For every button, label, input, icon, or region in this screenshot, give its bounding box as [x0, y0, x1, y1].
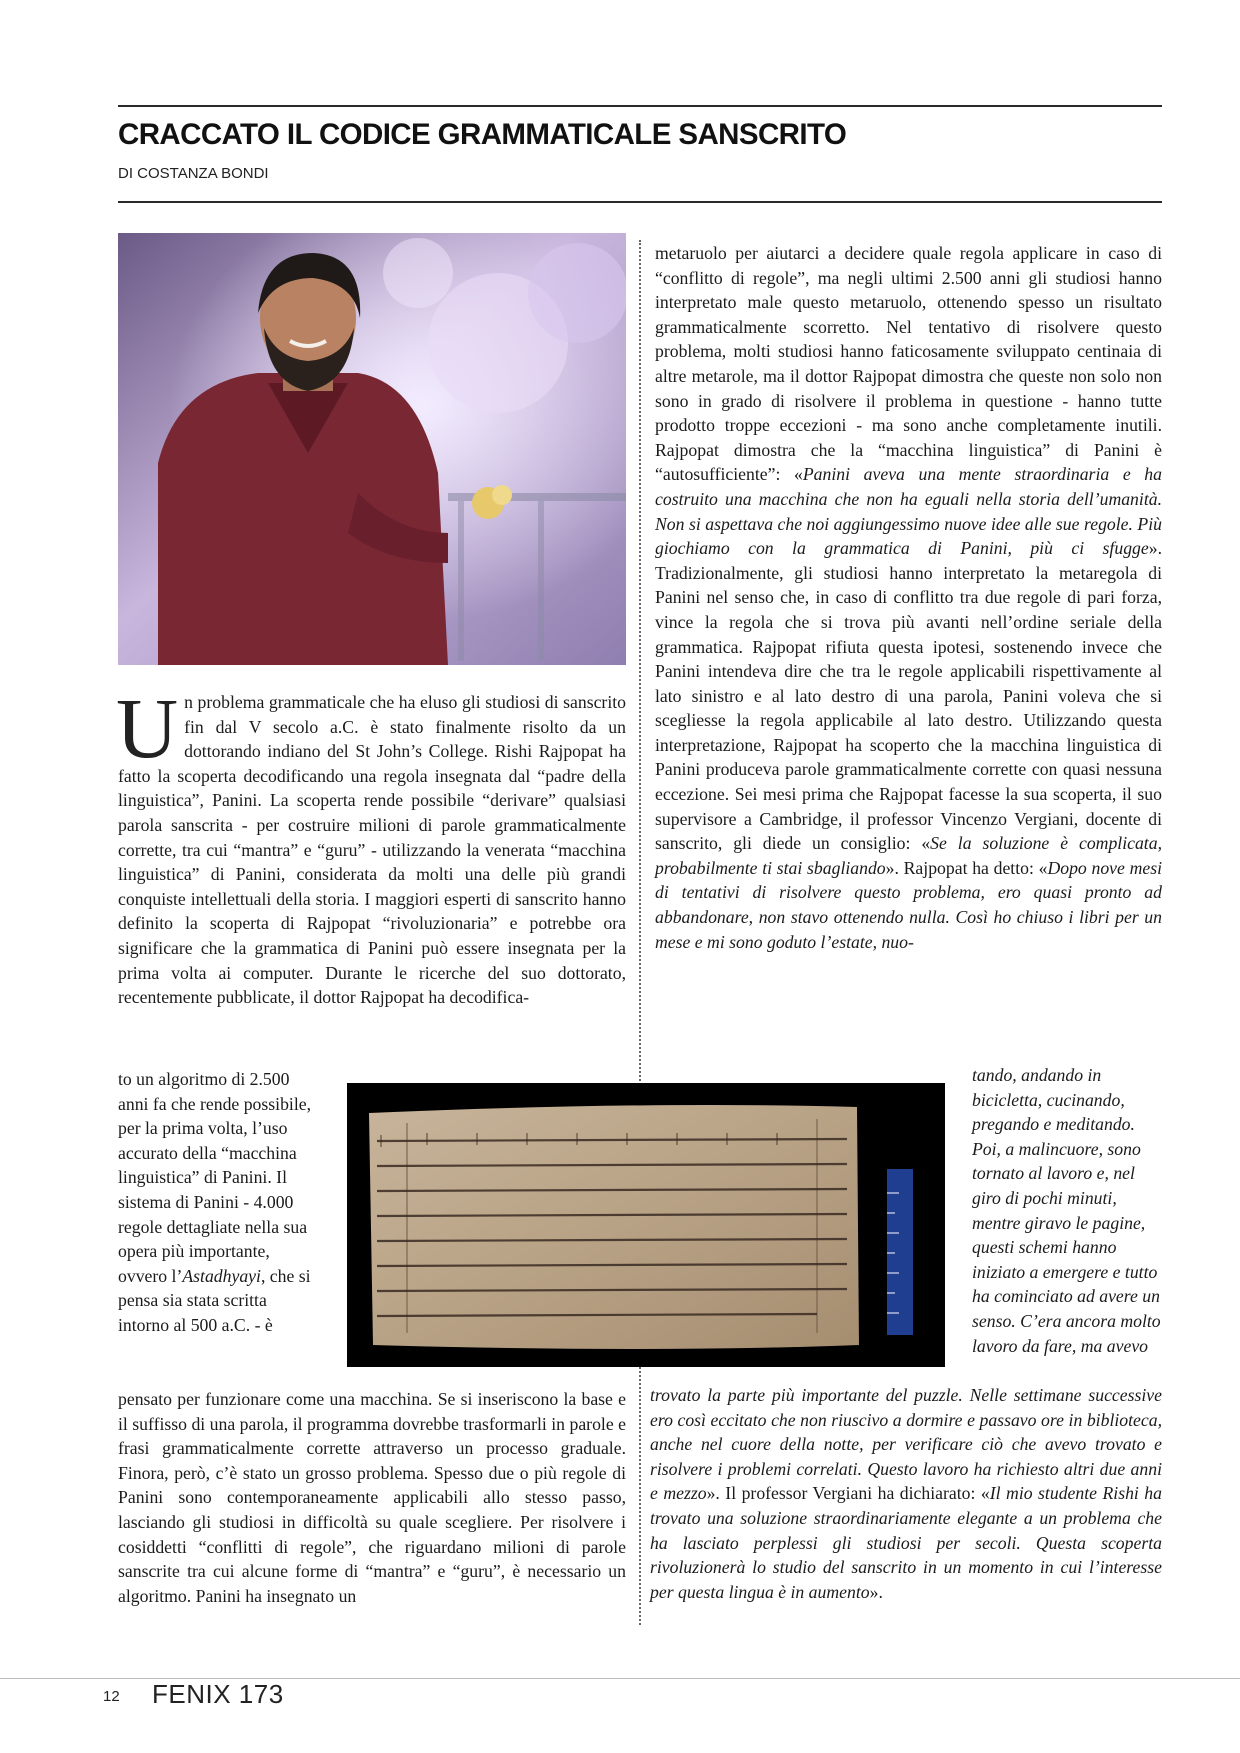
right-quote-2: Se la soluzione è complicata, probabilmente ti stai sbagliando — [655, 833, 1162, 878]
right-text-2: tando, andando in bicicletta, cucinando, pregando e meditando. Poi, a malincuore, sono tornato al lavoro e, nel giro di pochi minuti, mentre giravo le pagine, questi schemi hanno iniziato a emergere e tutto ha cominciato ad avere un senso. C’era ancora molto lavoro da fare, ma avevo — [972, 1065, 1161, 1356]
left-column-text-1: n problema grammaticale che ha eluso gli studiosi di sanscrito fin dal V secolo a.C. è stato finalmente risolto da un dottorando indiano del St John’s College. Rishi Rajpopat ha fatto la scoperta decodificando una regola insegnata dal “padre della linguistica”, Panini. La scoperta rende possibile “derivare” qualsiasi parola sanscrita - per costruire milioni di parole grammaticalmente corrette, tra cui “mantra” e “guru” - utilizzando la venerata “macchina linguistica” di Panini, considerata da molti una delle più grandi conquiste intellettuali della storia. I maggiori esperti di sanscrito hanno definito la scoperta di Rajpopat “rivoluzionaria” e potrebbe ora significare che la grammatica di Panini può essere insegnata per la prima volta ai computer. Durante le ricerche del suo dottorato, recentemente pubblicate, il dottor Rajpopat ha decodifica- — [118, 692, 626, 1008]
left-column-text-2: to un algoritmo di 2.500 anni fa che rende possibile, per la prima volta, l’uso accurato della “macchina linguistica” di Panini. Il sistema di Panini - 4.000 regole dettagliate nella sua opera più importante, ovvero l’ — [118, 1069, 312, 1286]
portrait-photo — [118, 233, 626, 665]
sanskrit-manuscript-photo — [347, 1083, 945, 1367]
left-column-intro — [116, 680, 626, 1010]
right-text-1b: ». Tradizionalmente, gli studiosi hanno interpretato la metaregola di Panini nel senso che, in caso di conflitto tra due regole di pari forza, vince la regola che si trova più avanti nell’ordine seriale della grammatica. Rajpopat rifiuta questa ipotesi, sostenendo invece che Panini intendeva dire che tra le regole applicabili rispettivamente al lato sinistro e al lato destro di una parola, Panini voleva che si scegliesse la regola applicabile al lato destro. Utilizzando questa interpretazione, Rajpopat ha scoperto che la macchina linguistica di Panini produceva parole grammaticalmente corrette con quasi nessuna eccezione. Sei mesi prima che Rajpopat facesse la sua scoperta, il suo supervisore a Cambridge, il professor Vincenzo Vergiani, docente di sanscrito, gli diede un consiglio: « — [655, 538, 1162, 854]
right-column-bottom — [650, 1383, 1162, 1604]
right-quote-1: Panini aveva una mente straordinaria e ha costruito una macchina che non ha eguali nella storia dell’umanità. Non si aspettava che noi aggiungessimo nuove idee alle sue regole. Più giochiamo con la grammatica di Panini, più ci sfugge — [655, 464, 1162, 559]
right-text-1a: metaruolo per aiutarci a decidere quale regola applicare in caso di “conflitto di regole”, ma negli ultimi 2.500 anni gli studiosi hanno interpretato male questo metaruolo, ottenendo spesso un risultato grammaticalmente scorretto. Nel tentativo di risolvere questo problema, molti studiosi hanno faticosamente sviluppato centinaia di altre metarole, ma il dottor Rajpopat dimostra che queste non solo non sono in grado di risolvere il problema in questione - hanno tutte prodotto troppe eccezioni - ma sono anche completamente inutili. Rajpopat dimostra che la “macchina linguistica” di Panini è “autosufficiente”: « — [655, 243, 1162, 485]
left-column-italic-title: Astadhyayi — [182, 1265, 261, 1286]
article-title: CRACCATO IL CODICE GRAMMATICALE SANSCRITO — [118, 118, 847, 151]
right-column-wrap — [972, 1063, 1162, 1358]
left-column-closing — [118, 1387, 626, 1608]
left-column-text-3: pensato per funzionare come una macchina. Se si inseriscono la base e il suffisso di una parola, il programma dovrebbe trasformarli in parole e frasi grammaticalmente corrette attraverso un processo graduale. Finora, però, c’è stato un grosso problema. Spesso due o più regole di Panini sono contemporaneamente applicabili allo stesso passo, lasciando gli studiosi in difficoltà su quale scegliere. Per risolvere i cosiddetti “conflitti di regole”, che riguardano milioni di parole sanscrite tra cui alcune forme di “mantra” e “guru”, è necessario un algoritmo. Panini ha insegnato un — [118, 1389, 626, 1606]
right-quote-5: Il mio studente Rishi ha trovato una soluzione straordinariamente elegante a un problema che ha lasciato perplessi gli studiosi per secoli. Questa scoperta rivoluzionerà lo studio del sanscrito in un momento in cui l’interesse per questa lingua è in aumento — [650, 1483, 1162, 1602]
left-column-text-2b: , che si pensa sia stata scritta intorno al 500 a.C. - è — [118, 1265, 311, 1335]
right-text-3b: ». Il professor Vergiani ha dichiarato: « — [706, 1483, 990, 1504]
right-quote-3: Dopo nove mesi di tentativi di risolvere questo problema, ero quasi pronto ad abbandonare, non stavo ottenendo nulla. Così ho chiuso i libri per un mese e mi sono goduto l’estate, nuo- — [655, 857, 1162, 952]
portrait-photo-icon — [118, 233, 626, 665]
drop-cap: U — [116, 680, 179, 776]
page-number: 12 — [103, 1688, 120, 1705]
right-text-3c: ». — [869, 1581, 883, 1602]
article-byline: DI COSTANZA BONDI — [118, 165, 269, 182]
right-quote-4: trovato la parte più importante del puzzle. Nelle settimane successive ero così eccitato che non riuscivo a dormire e passavo ore in biblioteca, anche nel cuore della notte, per verificare ciò che avevo trovato e risolvere i problemi correlati. Questo lavoro ha richiesto altri due anni e mezzo — [650, 1385, 1162, 1504]
left-column-wrap — [118, 1067, 318, 1338]
header-rule — [118, 201, 1162, 203]
top-rule — [118, 105, 1162, 107]
right-column-top — [655, 241, 1162, 954]
magazine-name: FENIX 173 — [152, 1679, 284, 1709]
column-divider — [639, 240, 641, 1625]
right-text-1c: ». Rajpopat ha detto: « — [885, 857, 1048, 878]
sanskrit-manuscript-icon — [347, 1083, 945, 1367]
